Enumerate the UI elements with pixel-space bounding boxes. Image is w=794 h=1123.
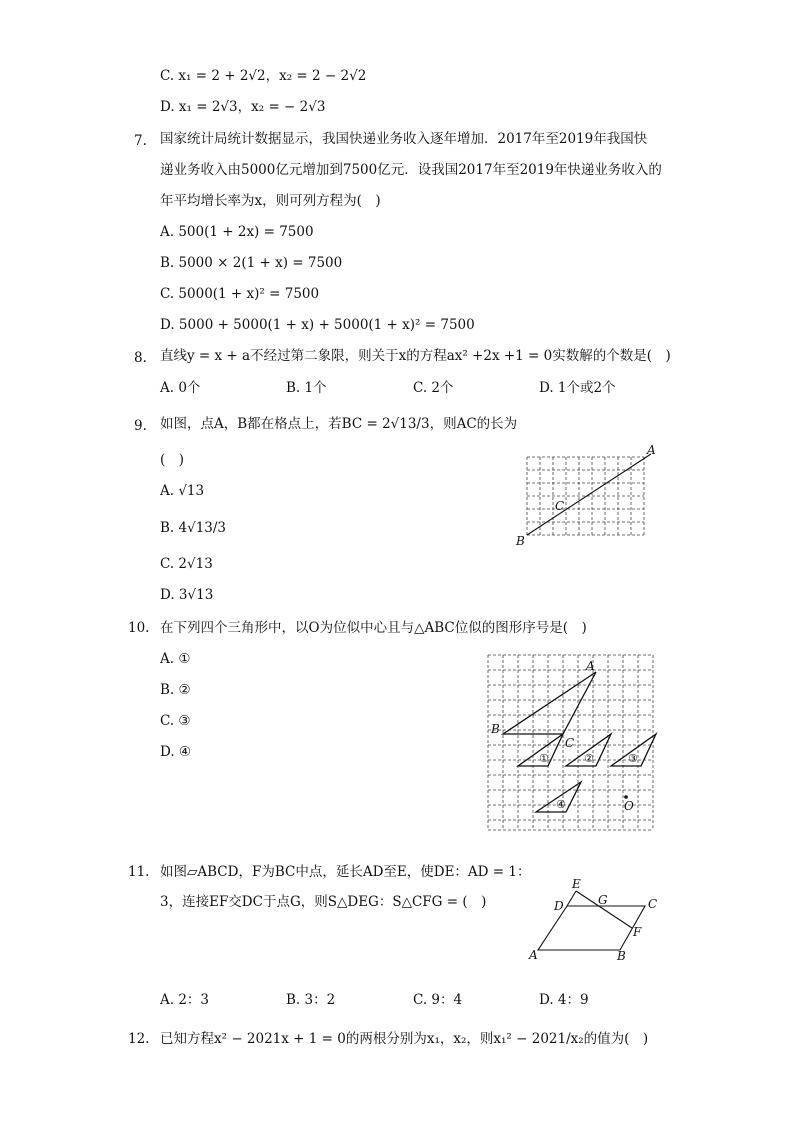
q7-number: 7. xyxy=(134,133,147,149)
q10-option-c: C. ③ xyxy=(160,713,191,729)
q10-label-1: ① xyxy=(539,752,549,765)
q9-stem-line1: 如图，点A，B都在格点上，若BC = 2√13/3，则AC的长为 xyxy=(160,416,518,432)
q7-option-d: D. 5000 + 5000(1 + x) + 5000(1 + x)² = 7500 xyxy=(160,317,475,333)
q10-option-a: A. ① xyxy=(160,651,191,667)
q12-number: 12. xyxy=(128,1031,150,1047)
q11-segment-de xyxy=(567,891,576,906)
q6-option-d: D. x₁ = 2√3，x₂ = − 2√3 xyxy=(160,99,326,115)
q7-stem-line3: 年平均增长率为x，则可列方程为( ) xyxy=(160,193,381,209)
q9-option-b: B. 4√13/3 xyxy=(160,520,227,536)
q8-option-b: B. 1个 xyxy=(286,380,327,396)
q9-number: 9. xyxy=(134,418,147,434)
q9-option-d: D. 3√13 xyxy=(160,587,214,603)
q11-label-e: E xyxy=(572,877,581,891)
q11-stem-line2: 3，连接EF交DC于点G，则S△DEG：S△CFG = ( ) xyxy=(160,894,487,910)
q11-option-d: D. 4：9 xyxy=(539,992,589,1008)
q10-label-a: A xyxy=(586,659,595,673)
q10-label-c: C xyxy=(565,736,575,750)
q6-option-c: C. x₁ = 2 + 2√2，x₂ = 2 − 2√2 xyxy=(160,68,367,84)
q11-stem-line1: 如图▱ABCD，F为BC中点，延长AD至E，使DE：AD = 1： xyxy=(160,864,531,880)
q10-label-o: O xyxy=(624,799,634,813)
q11-option-c: C. 9：4 xyxy=(413,992,463,1008)
q10-number: 10. xyxy=(128,620,150,636)
q10-grid-figure xyxy=(485,652,665,834)
q11-label-g: G xyxy=(598,893,608,907)
q9-stem-line2: ( ) xyxy=(160,452,185,468)
q12-stem: 已知方程x² − 2021x + 1 = 0的两根分别为x₁，x₂，则x₁² − 2021/x₂的值为( ) xyxy=(160,1031,649,1047)
q9-label-b: B xyxy=(516,534,525,548)
q8-stem: 直线y = x + a不经过第二象限，则关于x的方程ax² +2x +1 = 0实数解的个数是( ) xyxy=(160,348,671,364)
q10-option-d: D. ④ xyxy=(160,744,192,760)
q11-label-d: D xyxy=(554,899,564,913)
q9-grid-figure xyxy=(510,444,670,550)
q7-stem-line1: 国家统计局统计数据显示，我国快递业务收入逐年增加．2017年至2019年我国快 xyxy=(160,131,648,147)
q9-label-a: A xyxy=(647,443,656,457)
q8-number: 8. xyxy=(134,350,147,366)
q8-option-c: C. 2个 xyxy=(413,380,454,396)
q9-segment-ab xyxy=(527,454,651,535)
q8-option-d: D. 1个或2个 xyxy=(539,380,616,396)
q10-triangle-abc xyxy=(503,672,596,734)
q11-option-b: B. 3：2 xyxy=(286,992,336,1008)
q9-option-a: A. √13 xyxy=(160,483,205,499)
q9-option-c: C. 2√13 xyxy=(160,556,213,572)
q10-label-3: ③ xyxy=(628,752,638,765)
q7-option-b: B. 5000 × 2(1 + x) = 7500 xyxy=(160,255,343,271)
q10-label-b: B xyxy=(491,722,500,736)
q11-label-f: F xyxy=(633,925,642,939)
q10-stem: 在下列四个三角形中，以O为位似中心且与△ABC位似的图形序号是( ) xyxy=(160,620,587,636)
q10-label-2: ② xyxy=(584,752,594,765)
q11-label-b: B xyxy=(617,949,626,963)
q7-option-a: A. 500(1 + 2x) = 7500 xyxy=(160,224,314,240)
q9-label-c: C xyxy=(555,499,565,513)
q8-option-a: A. 0个 xyxy=(160,380,201,396)
q10-option-b: B. ② xyxy=(160,682,191,698)
q11-number: 11. xyxy=(128,864,150,880)
q11-parallelogram-figure xyxy=(525,872,665,964)
q10-label-4: ④ xyxy=(556,798,566,811)
q7-stem-line2: 递业务收入由5000亿元增加到7500亿元．设我国2017年至2019年快递业务收入的 xyxy=(160,162,662,178)
q11-option-a: A. 2：3 xyxy=(160,992,210,1008)
q11-label-c: C xyxy=(648,897,658,911)
q7-option-c: C. 5000(1 + x)² = 7500 xyxy=(160,286,320,302)
q11-label-a: A xyxy=(529,948,538,962)
